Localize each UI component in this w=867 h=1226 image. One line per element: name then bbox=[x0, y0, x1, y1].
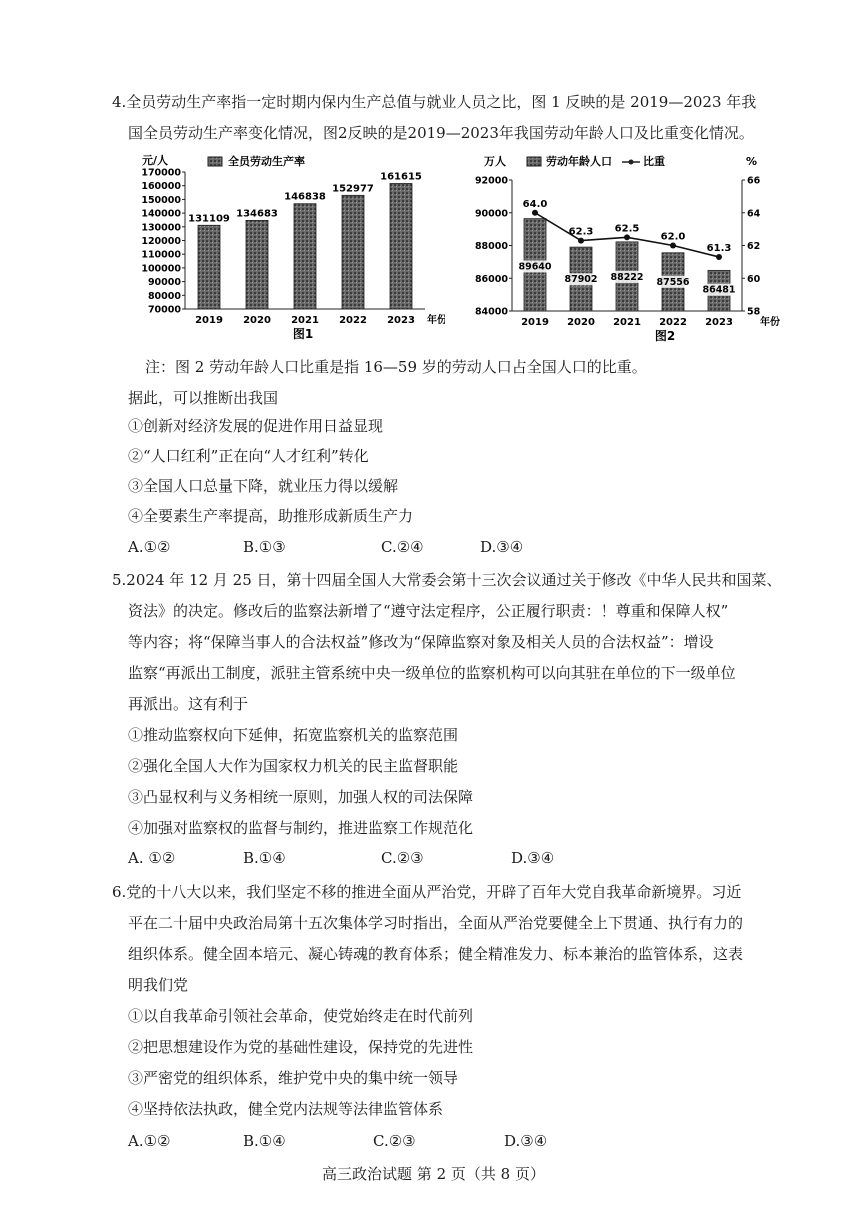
chart-title: 图1 bbox=[292, 327, 314, 341]
x-tick-label: 2019 bbox=[195, 315, 223, 326]
bar-value-label: 87556 bbox=[656, 276, 690, 288]
y-tick-label: 140000 bbox=[141, 208, 181, 220]
y-tick-label: 110000 bbox=[141, 249, 181, 261]
legend-swatch bbox=[208, 157, 222, 166]
line-point bbox=[578, 238, 584, 244]
q4-item-3: ③全国人口总量下降，就业压力得以缓解 bbox=[128, 477, 399, 495]
bar-value-label: 87902 bbox=[564, 274, 598, 286]
x-axis-label: 年份 bbox=[427, 315, 445, 326]
bar bbox=[294, 204, 316, 309]
q6-item-4: ④坚持依法执政，健全党内法规等法律监管体系 bbox=[128, 1100, 444, 1118]
bar-value-label: 152977 bbox=[332, 183, 374, 195]
q5-option-d: D.③④ bbox=[511, 849, 555, 867]
q5-stem-line-4: 监察“再派出工制度，派驻主管系统中央一级单位的监察机构可以向其驻在单位的下一级单位 bbox=[128, 664, 736, 682]
q5-item-4: ④加强对监察权的监督与制约，推进监察工作规范化 bbox=[128, 819, 474, 837]
y-tick-label: 100000 bbox=[141, 263, 181, 275]
q4-stem-line-1: 4.全员劳动生产率指一定时期内保内生产总值与就业人员之比，图 1 反映的是 2019—2023 年我 bbox=[112, 93, 757, 111]
page-footer: 高三政治试题 第 2 页（共 8 页） bbox=[322, 1165, 545, 1183]
figure-2-svg bbox=[462, 152, 782, 347]
x-tick-label: 2020 bbox=[243, 315, 271, 326]
y-tick-label: 92000 bbox=[474, 175, 508, 187]
q4-option-b: B.①③ bbox=[243, 538, 286, 556]
q5-option-b: B.①④ bbox=[243, 849, 286, 867]
y-axis-label: 元/人 bbox=[142, 154, 169, 167]
q4-option-a: A.①② bbox=[128, 538, 171, 556]
line-value-label: 61.3 bbox=[706, 242, 732, 254]
q6-option-a: A.①② bbox=[128, 1132, 171, 1150]
x-tick-label: 2022 bbox=[339, 315, 367, 326]
y-right-axis-label: % bbox=[746, 155, 758, 168]
figure-1-svg bbox=[130, 152, 445, 347]
legend-swatch-bars bbox=[527, 157, 541, 166]
bar-value-label: 89640 bbox=[518, 261, 552, 273]
y-tick-label: 150000 bbox=[141, 194, 181, 206]
q4-lead: 据此，可以推断出我国 bbox=[128, 389, 279, 407]
y-right-tick-label: 64 bbox=[747, 208, 761, 220]
q6-item-1: ①以自我革命引领社会革命，使党始终走在时代前列 bbox=[128, 1007, 474, 1025]
q6-option-b: B.①④ bbox=[243, 1132, 286, 1150]
y-tick-label: 90000 bbox=[474, 208, 508, 220]
q4-option-c: C.②④ bbox=[381, 538, 424, 556]
x-tick-label: 2021 bbox=[613, 317, 641, 328]
y-tick-label: 170000 bbox=[141, 167, 181, 179]
figure-1-chart bbox=[130, 152, 445, 347]
y-tick-label: 160000 bbox=[141, 181, 181, 193]
x-tick-label: 2023 bbox=[387, 315, 415, 326]
x-tick-label: 2020 bbox=[567, 317, 595, 328]
bar bbox=[342, 195, 364, 309]
q6-stem-line-2: 平在二十届中央政治局第十五次集体学习时指出，全面从严治党要健全上下贯通、执行有力的 bbox=[128, 914, 744, 932]
bar bbox=[198, 225, 220, 309]
q5-item-2: ②强化全国人大作为国家权力机关的民主监督职能 bbox=[128, 757, 459, 775]
y-right-tick-label: 62 bbox=[747, 241, 761, 252]
q4-item-2: ②“人口红利”正在向“人才红利”转化 bbox=[128, 447, 369, 465]
x-tick-label: 2021 bbox=[291, 315, 319, 326]
q6-stem-line-4: 明我们党 bbox=[128, 976, 189, 994]
q5-option-c: C.②③ bbox=[381, 849, 424, 867]
bar-value-label: 131109 bbox=[188, 213, 230, 225]
x-tick-label: 2022 bbox=[659, 317, 687, 328]
q4-stem-line-2: 国全员劳动生产率变化情况，图2反映的是2019—2023年我国劳动年龄人口及比重变化情况。 bbox=[128, 124, 754, 142]
q4-item-1: ①创新对经济发展的促进作用日益显现 bbox=[128, 417, 384, 435]
q4-item-4: ④全要素生产率提高，助推形成新质生产力 bbox=[128, 507, 414, 525]
y-right-tick-label: 60 bbox=[747, 273, 761, 285]
q6-option-c: C.②③ bbox=[373, 1132, 416, 1150]
y-axis-label: 万人 bbox=[484, 155, 506, 168]
q5-item-1: ①推动监察权向下延伸，拓宽监察机关的监察范围 bbox=[128, 726, 459, 744]
line-value-label: 62.5 bbox=[614, 223, 640, 235]
q6-stem-line-1: 6.党的十八大以来，我们坚定不移的推进全面从严治党，开辟了百年大党自我革命新境界。习近 bbox=[112, 883, 742, 901]
q5-stem-line-1: 5.2024 年 12 月 25 日，第十四届全国人大常委会第十三次会议通过关于修改《中华人民共和国菜、 bbox=[112, 571, 782, 589]
y-tick-label: 70000 bbox=[147, 304, 181, 316]
y-tick-label: 80000 bbox=[147, 290, 181, 302]
bar-value-label: 134683 bbox=[236, 208, 278, 220]
bar bbox=[390, 183, 412, 309]
line-value-label: 62.0 bbox=[660, 231, 686, 243]
y-tick-label: 120000 bbox=[141, 236, 181, 247]
bar-value-label: 161615 bbox=[380, 171, 422, 183]
q5-stem-line-5: 再派出。这有利于 bbox=[128, 695, 249, 713]
legend-label-bars: 劳动年龄人口 bbox=[546, 155, 612, 168]
q6-item-2: ②把思想建设作为党的基础性建设，保持党的先进性 bbox=[128, 1038, 474, 1056]
y-tick-label: 130000 bbox=[141, 222, 181, 234]
line-point bbox=[716, 254, 722, 260]
y-right-tick-label: 66 bbox=[747, 175, 761, 187]
figure-2-chart bbox=[462, 152, 782, 347]
bar-value-label: 86481 bbox=[702, 284, 736, 296]
q4-note: 注：图 2 劳动年龄人口比重是指 16—59 岁的劳动人口占全国人口的比重。 bbox=[145, 358, 647, 376]
x-tick-label: 2023 bbox=[705, 317, 733, 328]
bar bbox=[246, 220, 268, 309]
line-point bbox=[670, 243, 676, 249]
line-point bbox=[532, 210, 538, 216]
y-tick-label: 84000 bbox=[474, 306, 508, 318]
line-value-label: 64.0 bbox=[522, 198, 548, 210]
bar-value-label: 146838 bbox=[284, 191, 326, 203]
q5-item-3: ③凸显权利与义务相统一原则，加强人权的司法保障 bbox=[128, 788, 474, 806]
legend-swatch-marker bbox=[629, 160, 634, 165]
q6-option-d: D.③④ bbox=[504, 1132, 548, 1150]
y-tick-label: 86000 bbox=[474, 273, 508, 285]
q4-option-d: D.③④ bbox=[480, 538, 524, 556]
line-point bbox=[624, 234, 630, 240]
q6-item-3: ③严密党的组织体系，维护党中央的集中统一领导 bbox=[128, 1069, 459, 1087]
q5-option-a: A. ①② bbox=[128, 849, 176, 867]
y-tick-label: 90000 bbox=[147, 277, 181, 289]
q6-stem-line-3: 组织体系。健全固本培元、凝心铸魂的教育体系；健全精准发力、标本兼治的监管体系，这表 bbox=[128, 945, 744, 963]
x-axis-label: 年份 bbox=[760, 317, 780, 328]
line-value-label: 62.3 bbox=[568, 226, 594, 238]
legend-label-line: 比重 bbox=[643, 155, 665, 168]
q5-stem-line-3: 等内容；将“保障当事人的合法权益”修改为“保障监察对象及相关人员的合法权益”：增设 bbox=[128, 633, 714, 651]
y-tick-label: 88000 bbox=[474, 241, 508, 252]
q5-stem-line-2: 资法》的决定。修改后的监察法新增了“遵守法定程序，公正履行职责：！尊重和保障人权” bbox=[128, 602, 729, 620]
bar-value-label: 88222 bbox=[610, 271, 644, 283]
chart-title: 图2 bbox=[654, 329, 676, 343]
x-tick-label: 2019 bbox=[521, 317, 549, 328]
legend-label: 全员劳动生产率 bbox=[228, 155, 305, 168]
y-right-tick-label: 58 bbox=[747, 306, 761, 318]
